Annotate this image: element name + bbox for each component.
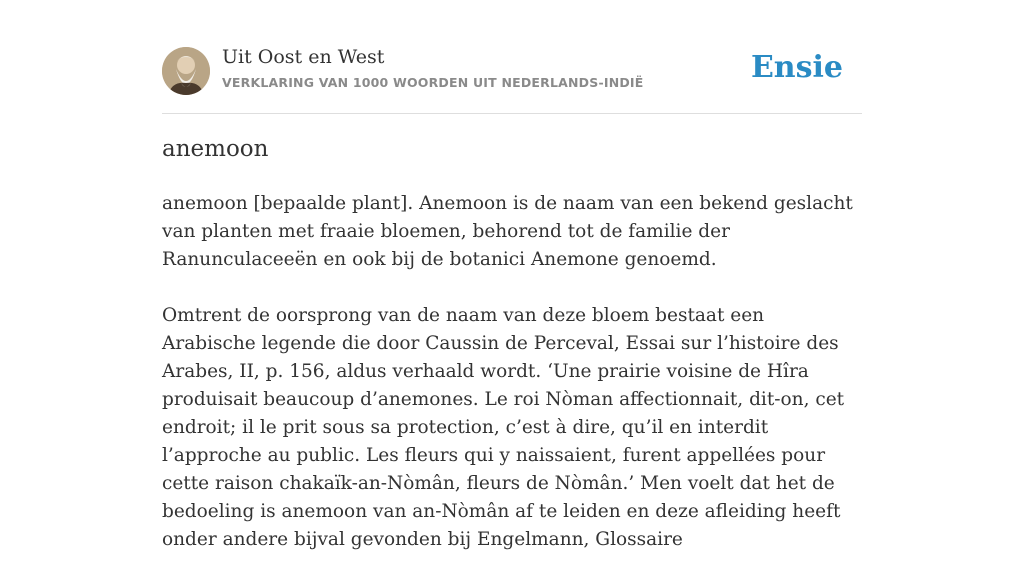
- portrait-image: [162, 47, 210, 95]
- entry-body: [162, 190, 862, 582]
- author-portrait-icon[interactable]: [162, 47, 210, 95]
- ensie-logo-link[interactable]: Ensie: [750, 50, 843, 85]
- source-header: [162, 46, 862, 114]
- source-title[interactable]: Uit Oost en West: [222, 46, 385, 68]
- source-subtitle: VERKLARING VAN 1000 WOORDEN UIT NEDERLANDS-INDIË: [222, 75, 644, 90]
- entry-term: anemoon: [162, 136, 269, 162]
- entry-paragraph: anemoon [bepaalde plant]. Anemoon is de naam van een bekend geslacht van planten met fraaie bloemen, behorend tot de familie der Ranunculaceeën en ook bij de botanici Anemone genoemd.: [162, 193, 853, 270]
- entry-paragraph: Omtrent de oorsprong van de naam van deze bloem bestaat een Arabische legende die door Caussin de Perceval, Essai sur l’histoire des Arabes, II, p. 156, aldus verhaald wordt. ‘Une prairie voisine de Hîra produisait beaucoup d’anemones. Le roi Nòman affectionnait, dit-on, cet endroit; il le prit sous sa protection, c’est à dire, qu’il en interdit l’approche au public. Les fleurs qui y naissaient, furent appellées pour cette raison chakaïk-an-Nòmân, fleurs de Nòmân.’ Men voelt dat het de bedoeling is anemoon van an-Nòmân af te leiden en deze afleiding heeft onder andere bijval gevonden bij Engelmann, Glossaire: [162, 305, 845, 550]
